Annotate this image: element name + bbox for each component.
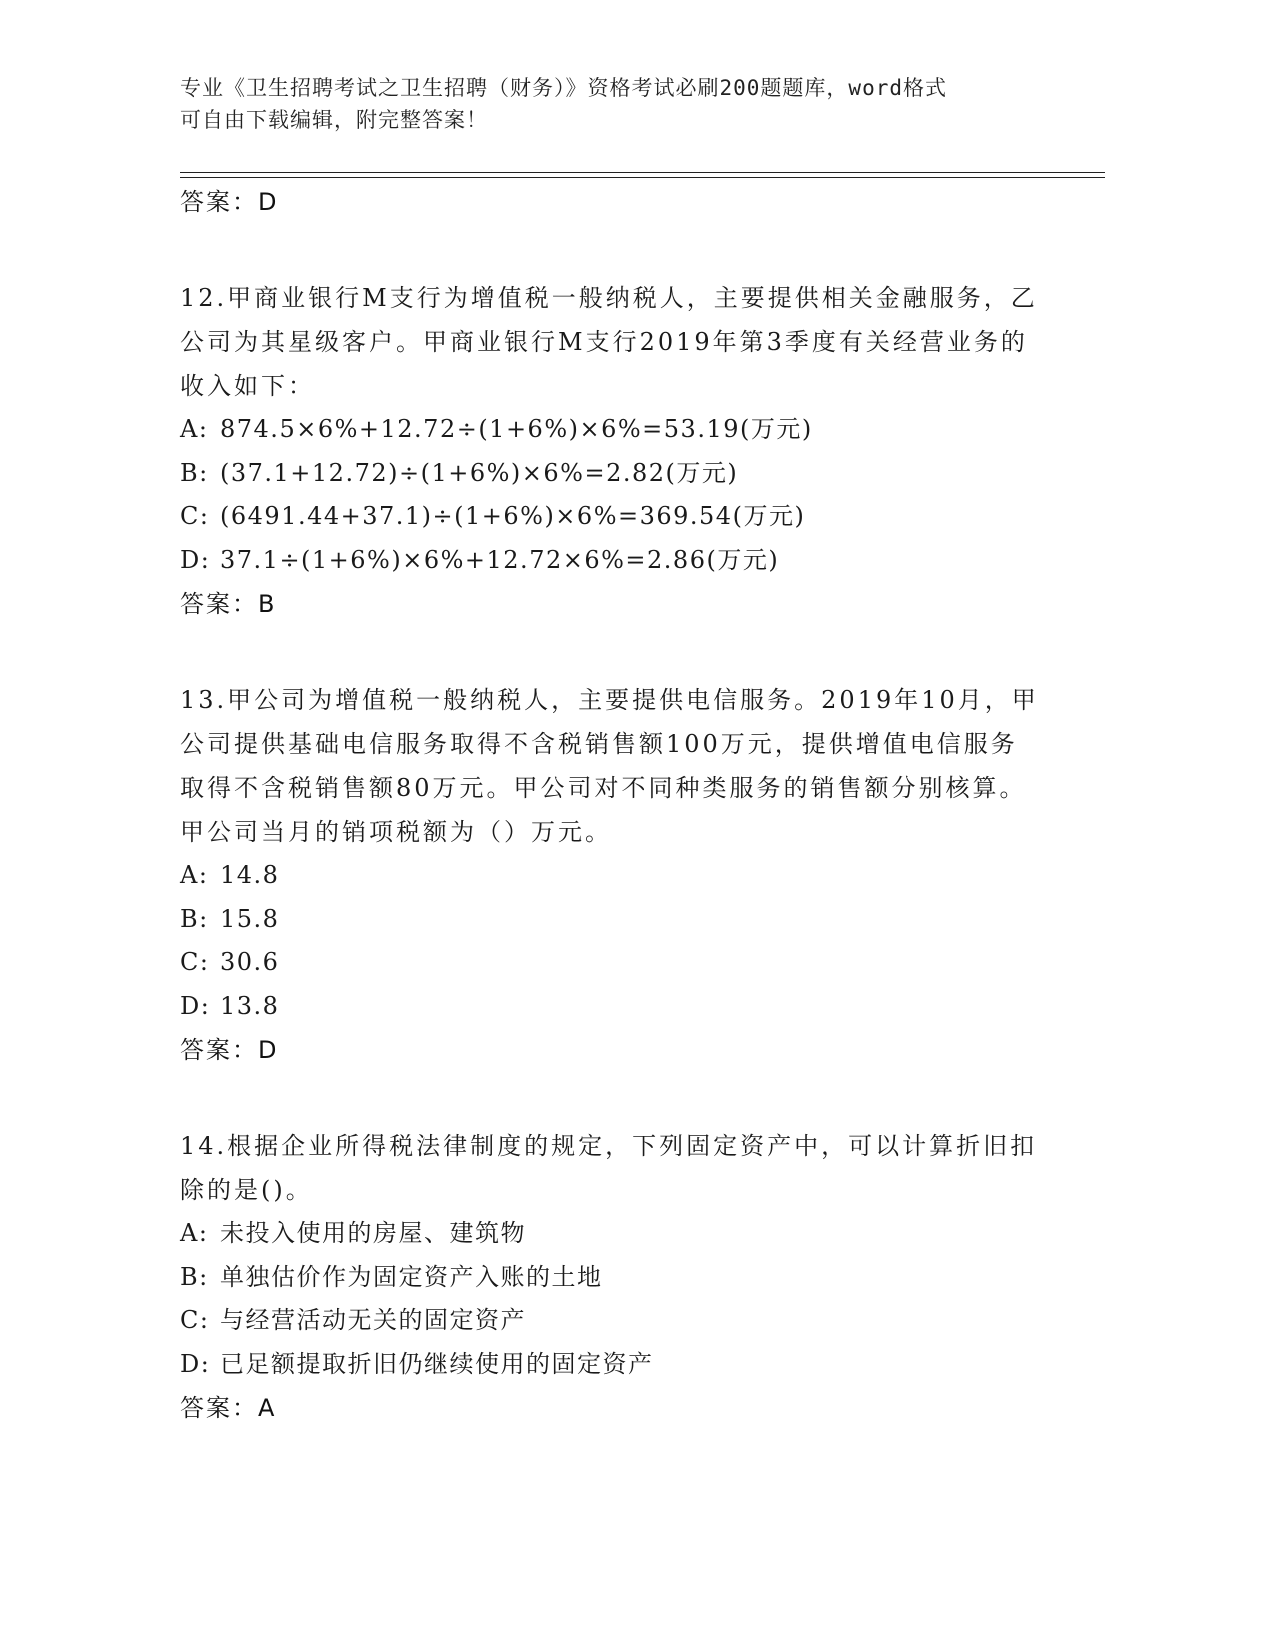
option-letter: C: bbox=[180, 1306, 210, 1334]
header-divider-bottom bbox=[180, 177, 1105, 178]
question-text: 13.甲公司为增值税一般纳税人，主要提供电信服务。2019年10月，甲公司提供基础电信服务取得不含税销售额100万元，提供增值电信服务取得不含税销售额80万元。甲公司对不同种类服务的销售额分别核算。甲公司当月的销项税额为（）万元。 bbox=[180, 686, 1039, 846]
question-14 bbox=[180, 1124, 1040, 1430]
question-text: 12.甲商业银行M支行为增值税一般纳税人，主要提供相关金融服务，乙公司为其星级客户。甲商业银行M支行2019年第3季度有关经营业务的收入如下： bbox=[180, 284, 1038, 400]
option-text: 已足额提取折旧仍继续使用的固定资产 bbox=[220, 1349, 654, 1378]
option-letter: A: bbox=[180, 861, 209, 889]
option-text: 单独估价作为固定资产入账的土地 bbox=[220, 1262, 603, 1291]
option-letter: C: bbox=[180, 502, 210, 530]
option-a bbox=[180, 1212, 1040, 1256]
option-text: 15.8 bbox=[220, 904, 280, 933]
header-line-1: 专业《卫生招聘考试之卫生招聘（财务）》资格考试必刷200题题库，word格式 bbox=[180, 76, 947, 100]
answer-line: 答案：D bbox=[180, 1036, 279, 1064]
option-letter: D: bbox=[180, 1349, 211, 1378]
option-text: 13.8 bbox=[220, 991, 280, 1020]
option-c bbox=[180, 941, 1040, 985]
option-letter: A: bbox=[180, 1219, 209, 1247]
option-letter: B: bbox=[180, 458, 209, 487]
option-letter: B: bbox=[180, 904, 209, 933]
page-header bbox=[180, 72, 1040, 136]
option-b bbox=[180, 452, 1040, 496]
answer-line: 答案：B bbox=[180, 590, 277, 618]
option-d bbox=[180, 539, 1040, 583]
option-d bbox=[180, 985, 1040, 1029]
answer-line: 答案：D bbox=[180, 188, 279, 216]
header-divider-top bbox=[180, 172, 1105, 173]
option-text: 874.5×6%+12.72÷(1+6%)×6%=53.19(万元) bbox=[220, 415, 813, 443]
option-letter: A: bbox=[180, 415, 209, 443]
option-letter: D: bbox=[180, 991, 211, 1020]
document-body bbox=[180, 180, 1040, 1430]
option-d bbox=[180, 1343, 1040, 1387]
option-letter: B: bbox=[180, 1262, 209, 1291]
question-13 bbox=[180, 678, 1040, 1072]
question-text: 14.根据企业所得税法律制度的规定，下列固定资产中，可以计算折旧扣除的是()。 bbox=[180, 1132, 1038, 1204]
option-text: (37.1+12.72)÷(1+6%)×6%=2.82(万元) bbox=[220, 458, 739, 487]
option-c bbox=[180, 1299, 1040, 1343]
option-letter: C: bbox=[180, 948, 210, 976]
option-b bbox=[180, 898, 1040, 942]
option-text: 14.8 bbox=[220, 861, 280, 889]
option-text: 37.1÷(1+6%)×6%+12.72×6%=2.86(万元) bbox=[220, 545, 780, 574]
option-text: 未投入使用的房屋、建筑物 bbox=[220, 1219, 526, 1247]
option-c bbox=[180, 495, 1040, 539]
header-line-2: 可自由下载编辑，附完整答案！ bbox=[180, 108, 488, 132]
option-text: 与经营活动无关的固定资产 bbox=[220, 1306, 526, 1334]
question-12 bbox=[180, 276, 1040, 626]
option-a bbox=[180, 854, 1040, 898]
answer-line: 答案：A bbox=[180, 1394, 277, 1422]
option-b bbox=[180, 1256, 1040, 1300]
option-a bbox=[180, 408, 1040, 452]
option-text: (6491.44+37.1)÷(1+6%)×6%=369.54(万元) bbox=[220, 502, 806, 530]
option-text: 30.6 bbox=[220, 948, 280, 976]
option-letter: D: bbox=[180, 545, 211, 574]
